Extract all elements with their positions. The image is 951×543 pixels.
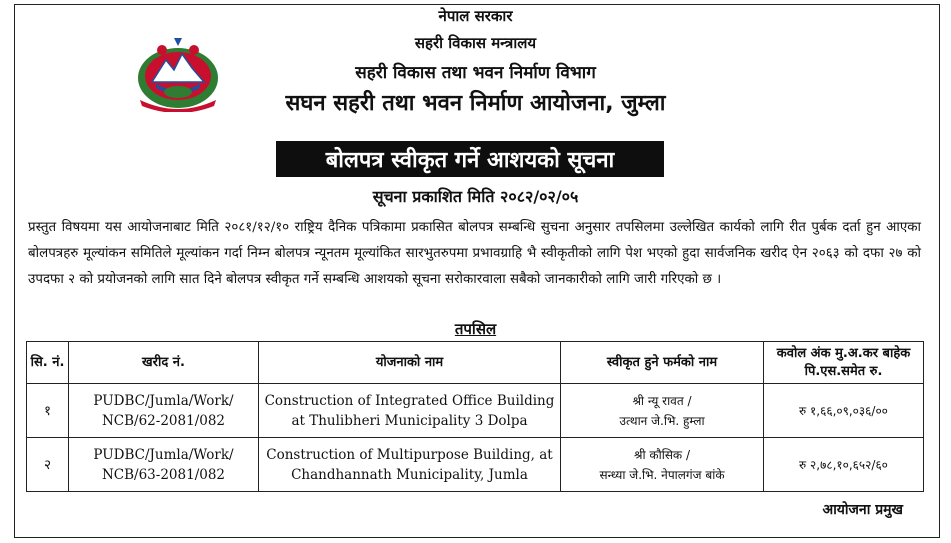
header-project-office: सघन सहरी तथा भवन निर्माण आयोजना, जुम्ला [285, 91, 666, 116]
table-row [27, 384, 924, 438]
table-row [27, 438, 924, 492]
cell-procurement-no: PUDBC/Jumla/Work/ NCB/63-2081/082 [69, 438, 259, 492]
firm-name-line1: श्री कौसिक / [633, 447, 691, 462]
col-header-sn: सि. नं. [27, 342, 69, 384]
notice-paragraph: प्रस्तुत विषयमा यस आयोजनाबाट मिति २०८१/१२/१० राष्ट्रिय दैनिक पत्रिकामा प्रकासित बोलपत्र सम्बन्धि सुचना अनुसार तपसिलमा उल्लेखित कार्यको लागि रीत पुर्बक दर्ता हुन आएका बोलपत्रहरु मूल्यांकन समितिले मूल्यांकन गर्दा निम्न बोलपत्र न्यूनतम मूल्यांकित सारभुतरुपमा प्रभावग्राहि भै स्वीकृतीको लागि पेश भएको हुदा सार्वजनिक खरीद ऐन २०६३ को दफा २७ को उपदफा २ को प्रयोजनको लागि सात दिने बोलपत्र स्वीकृत गर्ने सम्बन्धि आशयको सूचना सरोकारवाला सबैको जानकारीको लागि जारी गरिएको छ । [28, 220, 921, 287]
firm-name-line2: उत्थान जे.भि. हुम्ला [619, 413, 705, 428]
signoff-project-chief: आयोजना प्रमुख [822, 502, 903, 518]
header-government: नेपाल सरकार [438, 7, 513, 25]
award-table [26, 341, 924, 492]
cell-procurement-no: PUDBC/Jumla/Work/ NCB/62-2081/082 [69, 384, 259, 438]
col-header-procurement-no: खरीद नं. [69, 342, 259, 384]
header-ministry: सहरी विकास मन्त्रालय [414, 34, 537, 52]
notice-title-banner: बोलपत्र स्वीकृत गर्ने आशयको सूचना [276, 141, 664, 177]
col-header-firm: स्वीकृत हुने फर्मको नाम [561, 342, 764, 384]
firm-name-line2: सन्ध्या जे.भि. नेपालगंज बांके [599, 467, 725, 482]
publication-date: सूचना प्रकाशित मिति २०८२/०२/०५ [372, 187, 579, 206]
cell-amount: रु १,६६,०९,०३६/०० [764, 384, 924, 438]
table-header-row [27, 342, 924, 384]
details-heading: तपसिल [454, 320, 497, 338]
col-header-project-name: योजनाको नाम [259, 342, 561, 384]
cell-amount: रु २,७८,१०,६५२/६० [764, 438, 924, 492]
cell-project-name: Construction of Multipurpose Building, at Chandhannath Municipality, Jumla [259, 438, 561, 492]
cell-sn: २ [27, 438, 69, 492]
cell-firm [561, 438, 764, 492]
cell-sn: १ [27, 384, 69, 438]
cell-project-name: Construction of Integrated Office Building at Thulibheri Municipality 3 Dolpa [259, 384, 561, 438]
header-department: सहरी विकास तथा भवन निर्माण विभाग [355, 63, 596, 83]
cell-firm [561, 384, 764, 438]
firm-name-line1: श्री न्यू रावत / [632, 393, 692, 408]
col-header-amount: कवोल अंक मु.अ.कर बाहेक पि.एस.समेत रु. [764, 342, 924, 384]
